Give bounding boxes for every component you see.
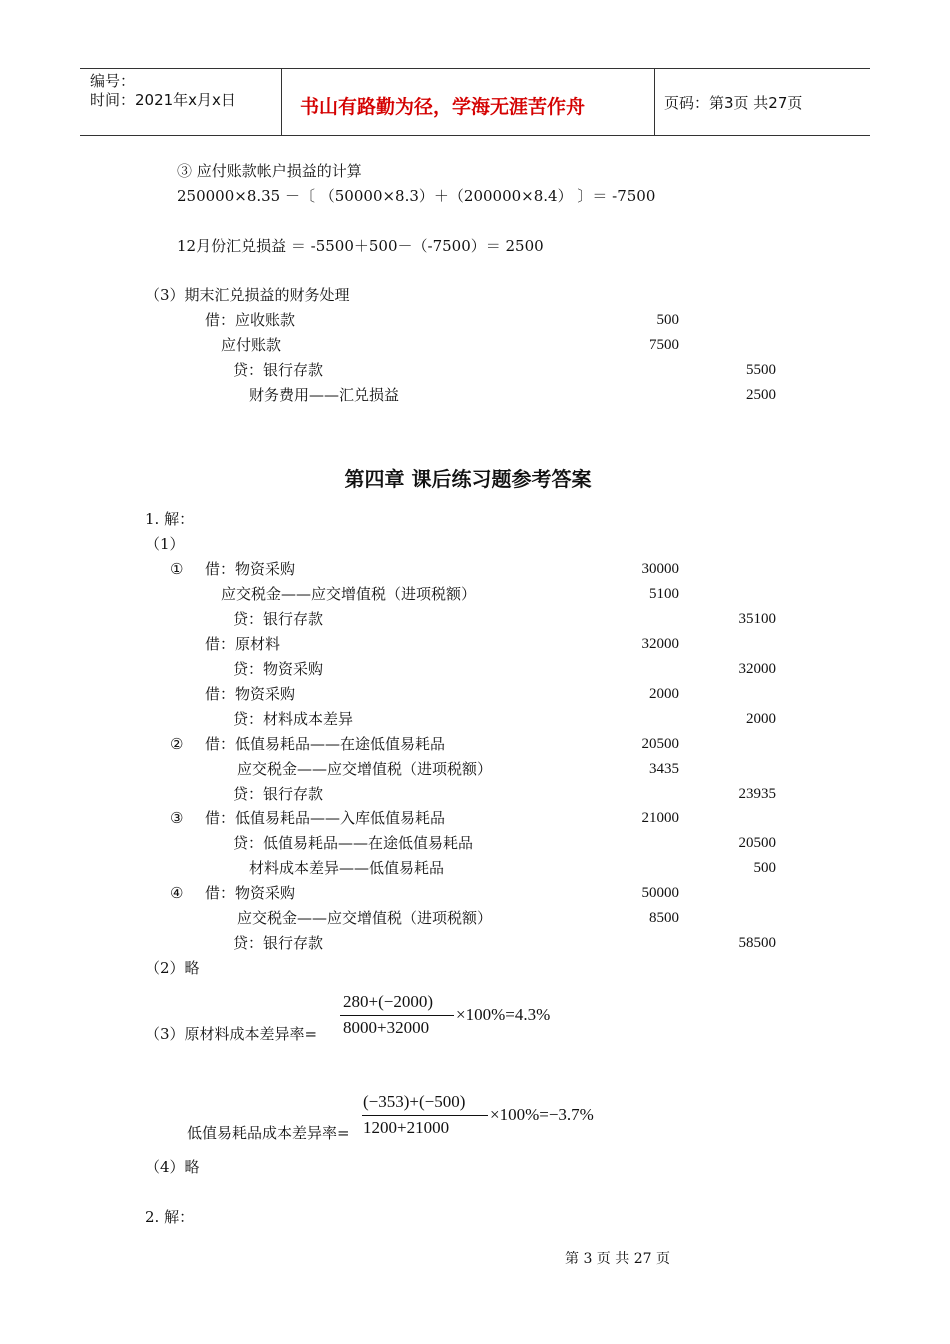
top-entry-debit: 500 [656,312,679,328]
chapter-title: 第四章 课后练习题参考答案 [344,467,592,491]
header-page-label: 页码：第3页 共27页 [664,94,803,112]
top-entry-text: 贷：银行存款 [233,361,324,379]
entry-text: 应交税金——应交增值税（进项税额） [237,909,493,927]
header-code-label: 编号： [90,72,136,90]
header-divider-right [654,68,655,136]
top-entry-credit: 2500 [746,387,776,403]
item3-title: ③ 应付账款帐户损益的计算 [177,162,362,180]
entry-debit: 2000 [649,686,679,702]
entry-debit: 50000 [641,885,679,901]
entry-text: 贷：银行存款 [233,934,324,952]
entry-text: 材料成本差异——低值易耗品 [249,859,445,877]
formula-low-value-variance [362,1092,490,1142]
entry-marker: ③ [170,809,184,827]
formula-numerator: 280+(−2000) [343,992,433,1011]
entry-text: 贷：银行存款 [233,610,324,628]
entry-marker: ① [170,560,184,578]
entry-debit: 8500 [649,910,679,926]
top-entry-text: 财务费用——汇兑损益 [249,386,400,404]
formula-tail: ×100%=4.3% [456,1005,551,1024]
entry-text: 借：物资采购 [205,685,296,703]
entry-text: 应交税金——应交增值税（进项税额） [221,585,477,603]
entry-text: 借：原材料 [205,635,281,653]
entry-text: 贷：低值易耗品——在途低值易耗品 [233,834,474,852]
december-exchange-formula: 12月份汇兑损益 ＝ -5500＋500－（-7500）＝ 2500 [177,237,544,255]
header-motto: 书山有路勤为径，学海无涯苦作舟 [300,96,586,118]
entry-text: 借：低值易耗品——入库低值易耗品 [205,809,446,827]
formula-denominator: 8000+32000 [343,1018,430,1037]
top-entry-credit: 5500 [746,362,776,378]
entry-credit: 32000 [738,661,776,677]
entry-credit: 58500 [738,935,776,951]
q1-part1: （1） [145,535,185,553]
q1-part4: （4）略 [145,1158,200,1176]
entry-debit: 5100 [649,586,679,602]
low-value-variance-label: 低值易耗品成本差异率= [187,1124,350,1142]
header-top-rule [80,68,870,69]
formula-denominator: 1200+21000 [363,1118,450,1137]
fraction-bar [340,1015,454,1016]
formula-tail: ×100%=−3.7% [490,1105,594,1124]
item3-formula: 250000×8.35 －〔 （50000×8.3）＋（200000×8.4） 〕＝ -7500 [177,187,656,205]
top-entry-debit: 7500 [649,337,679,353]
header-bottom-rule [80,135,870,136]
formula-numerator: (−353)+(−500) [363,1092,466,1111]
page-footer: 第 3 页 共 27 页 [565,1251,670,1267]
entry-text: 贷：银行存款 [233,785,324,803]
q1-part3-label: （3）原材料成本差异率= [145,1025,318,1043]
entry-debit: 3435 [649,761,679,777]
fraction-bar [362,1115,488,1116]
entry-text: 贷：材料成本差异 [233,710,354,728]
entry-credit: 20500 [738,835,776,851]
entry-debit: 32000 [641,636,679,652]
header-divider-left [281,68,282,136]
entry-text: 贷：物资采购 [233,660,324,678]
entry-debit: 20500 [641,736,679,752]
entry-credit: 35100 [738,611,776,627]
entry-marker: ② [170,735,184,753]
entry-credit: 500 [753,860,776,876]
entry-marker: ④ [170,884,184,902]
top-entry-text: 借：应收账款 [205,311,296,329]
entry-credit: 2000 [746,711,776,727]
entry-text: 借：物资采购 [205,884,296,902]
entry-debit: 21000 [641,810,679,826]
part3-title: （3）期末汇兑损益的财务处理 [145,286,350,304]
entry-text: 借：物资采购 [205,560,296,578]
q2-label: 2. 解： [145,1208,195,1226]
entry-text: 借：低值易耗品——在途低值易耗品 [205,735,446,753]
formula-material-variance [340,992,456,1042]
q1-label: 1. 解： [145,510,195,528]
entry-text: 应交税金——应交增值税（进项税额） [237,760,493,778]
top-entry-text: 应付账款 [221,336,282,354]
entry-credit: 23935 [738,786,776,802]
q1-part2: （2）略 [145,959,200,977]
header-time-label: 时间：2021年x月x日 [90,91,236,109]
entry-debit: 30000 [641,561,679,577]
